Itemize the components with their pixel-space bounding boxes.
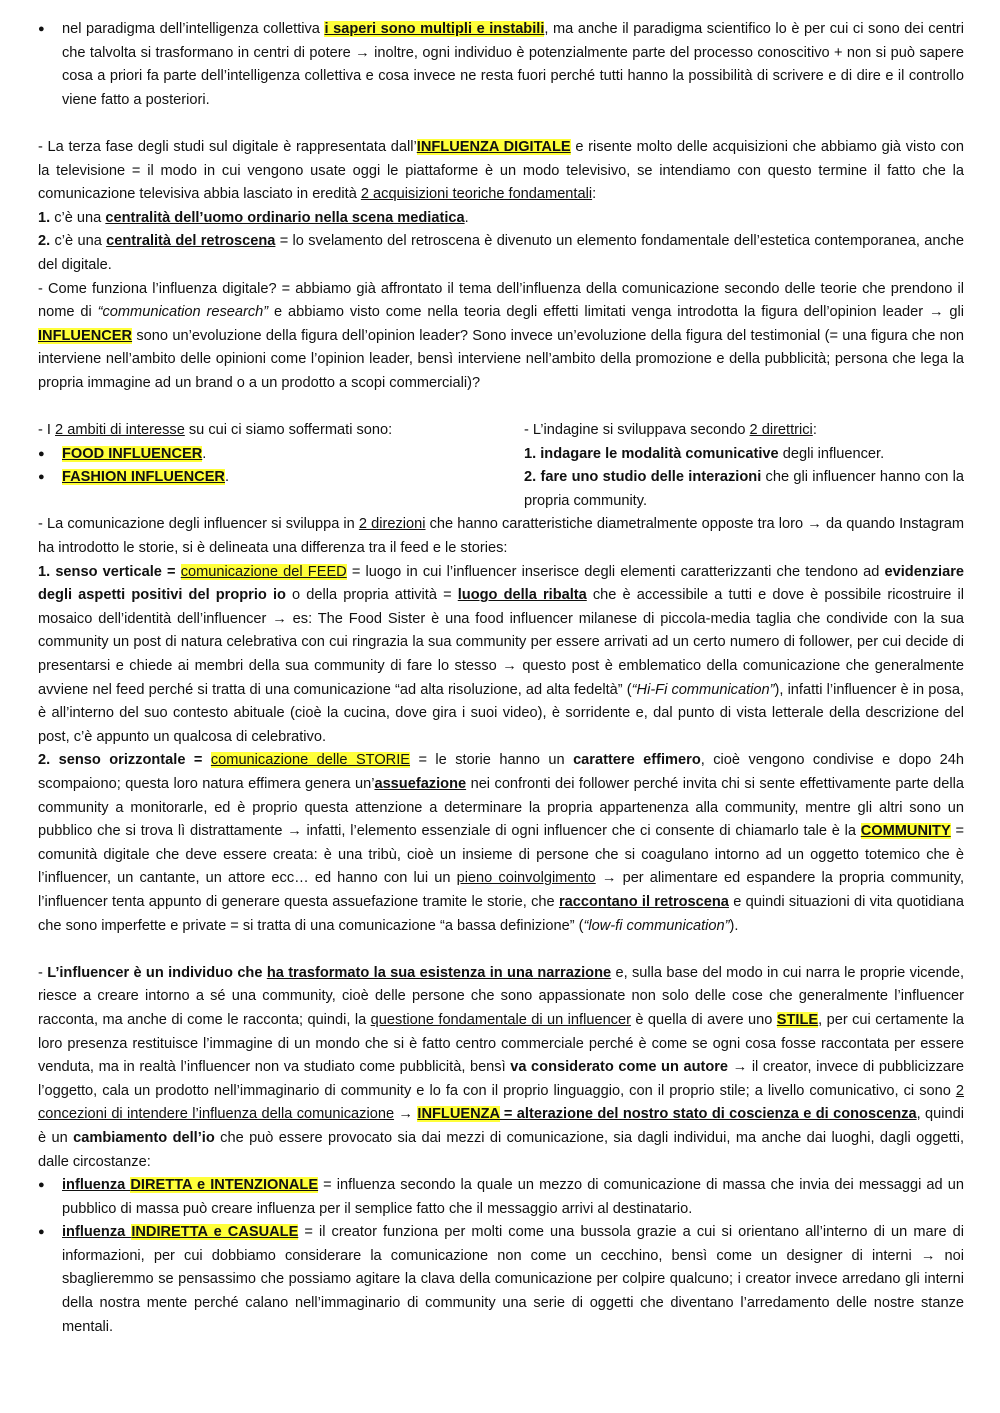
highlight-saperi: i saperi sono multipli e instabili — [324, 21, 545, 37]
column-direttrici — [524, 419, 964, 513]
highlight-stile: STILE — [776, 1011, 819, 1028]
two-column-section — [38, 419, 964, 513]
highlight-indiretta: INDIRETTA e CASUALE — [131, 1224, 299, 1241]
highlight-feed: comunicazione del FEED — [180, 563, 347, 580]
ambiti-intro: - I 2 ambiti di interesse su cui ci siamo soffermati sono: — [38, 422, 393, 439]
bullet-paradigma: ● nel paradigma dell’intelligenza collettiva i saperi sono multipli e instabili, ma anche il paradigma scientifico lo è per cui ci sono dei centri che talvolta si trasformano in centri di potere → inoltre, ogni individuo è potenzialmente parte del processo conoscitivo + non si può sapere cosa a priori fa parte dell’intelligenza collettiva e cosa invece ne resta fuori perché tutti hanno la possibilità di scrivere e di dire e il controllo viene fatto a posteriori. — [38, 18, 964, 112]
list-item-food: ● FOOD INFLUENCER. — [38, 443, 508, 467]
paragraph-come-funziona: - Come funziona l’influenza digitale? = abbiamo già affrontato il tema dell’influenza della comunicazione secondo delle teorie che prendono il nome di “communication research” e abbiamo visto come nella teoria degli effetti limitati venga introdotta la figura dell’opinion leader → gli INFLUENCER sono un’evoluzione della figura dell’opinion leader? Sono invece un’evoluzione della figura del testimonial (= una figura che non interviene nell’ambito delle opinioni come l’opinion leader, bensì interviene nell’ambito della promozione e della pubblicità; persona che lega la propria immagine ad un brand o a un prodotto a scopi commerciali)? — [38, 280, 965, 391]
acquisizione-1: 1. c’è una centralità dell’uomo ordinario nella scena mediatica. — [38, 209, 469, 226]
column-ambiti — [38, 419, 508, 513]
acquisizione-2: 2. c’è una centralità del retroscena = lo svelamento del retroscena è divenuto un elemento fondamentale dell’estetica contemporanea, anche del digitale. — [38, 233, 964, 273]
paragraph-comunicazione: - La comunicazione degli influencer si sviluppa in 2 direzioni che hanno caratteristiche diametralmente opposte tra loro → da quando Instagram ha introdotto le storie, si è delineata una differenza tra il feed e le stories: — [38, 516, 964, 557]
paragraph-senso-orizzontale: 2. senso orizzontale = comunicazione delle STORIE = le storie hanno un carattere effimero, cioè vengono condivise e dopo 24h scompaiono; questa loro natura effimera genera un’assuefazione nei confronti dei follower perché invita chi si sente effettivamente parte della community a monitorarle, ed è proprio questa attenzione a determinare la propria appartenenza alla community, mentre gli altri sono un pubblico che si trova lì distrattamente → infatti, l’elemento essenziale di ogni influencer che ci consente di chiamarlo tale è la COMMUNITY = comunità digitale che deve essere creata: è una tribù, cioè un insieme di persone che si coagulano intorno ad un oggetto totemico che è l’influencer, un cantante, un attore ecc… ed hanno con lui un pieno coinvolgimento → per alimentare ed espandere la propria community, l’influencer tenta appunto di generare questa assuefazione tramite le storie, che raccontano il retroscena e quindi situazioni di vita quotidiana che sono imperfette e private = si tratta di una comunicazione “a bassa definizione” (“low-fi communication”). — [38, 752, 964, 934]
bullet-influenza-diretta: ● influenza DIRETTA e INTENZIONALE = influenza secondo la quale un mezzo di comunicazione di massa che invia dei messaggi ad un pubblico di massa può creare influenza per il semplice fatto che il messaggio arrivi al destinatario. — [38, 1174, 964, 1221]
bullet-influenza-indiretta: ● influenza INDIRETTA e CASUALE = il creator funziona per molti come una bussola grazie a cui si orientano all’interno di un mare di informazioni, per cui dobbiamo considerare la comunicazione non come un cecchino, bensì come un designer di interni → noi sbaglieremmo se pensassimo che possiamo agitare la clava della comunicazione per colpire qualcuno; i creator invece arredano gli interni della nostra mente perché calano nell’immaginario di community una serie di oggetti che diventano l’arredamento delle nostre stanze mentali. — [38, 1221, 964, 1339]
highlight-diretta: DIRETTA e INTENZIONALE — [130, 1177, 319, 1194]
highlight-influencer: INFLUENCER — [38, 327, 133, 344]
highlight-community: COMMUNITY — [860, 823, 951, 840]
list-item-fashion: ● FASHION INFLUENCER. — [38, 466, 508, 490]
highlight-influenza-digitale: INFLUENZA DIGITALE — [416, 138, 571, 155]
paragraph-influencer-narrazione: - L’influencer è un individuo che ha trasformato la sua esistenza in una narrazione e, sulla base del modo in cui narra le proprie vicende, riesce a creare intorno a sé una community, cioè delle persone che sono appassionate non solo delle cose che generalmente l’influencer racconta, ma anche di come le racconta; quindi, la questione fondamentale di un influencer è quella di avere uno STILE, per cui certamente la loro presenza restituisce l’immagine di un mondo che si è fatto centro commerciale perché è come se ogni cosa fosse raccontata per essere venduta, ma in realtà l’influencer non va studiato come pubblicità, bensì va considerato come un autore → il creator, invece di pubblicizzare l’oggetto, cala un prodotto nell’immaginario di community e lo fa con il proprio linguaggio, con il proprio stile; a livello comunicativo, ci sono 2 concezioni di intendere l’influenza della comunicazione → INFLUENZA = alterazione del nostro stato di coscienza e di conoscenza, quindi è un cambiamento dell’io che può essere provocato sia dai mezzi di comunicazione, sia dagli individui, ma anche dai luoghi, dagli oggetti, dalle circostanze: — [38, 964, 965, 1170]
highlight-influenza: INFLUENZA — [417, 1106, 500, 1123]
direttrice-1: 1. indagare le modalità comunicative degli influencer. — [524, 445, 885, 462]
direttrice-2: 2. fare uno studio delle interazioni che gli influencer hanno con la propria community. — [524, 469, 964, 509]
paragraph-terza-fase: - La terza fase degli studi sul digitale è rappresentata dall’INFLUENZA DIGITALE e risente molto delle acquisizioni che abbiamo già visto con la televisione = il modo in cui vengono usate oggi le piattaforme è un modo televisivo, se intendiamo con questo termine il fatto che la comunicazione televisiva abbia lasciato in eredità 2 acquisizioni teoriche fondamentali: — [38, 138, 964, 203]
direttrici-intro: - L’indagine si sviluppava secondo 2 direttrici: — [524, 422, 817, 439]
highlight-storie: comunicazione delle STORIE — [210, 752, 411, 769]
paragraph-senso-verticale: 1. senso verticale = comunicazione del FEED = luogo in cui l’influencer inserisce degli elementi caratterizzanti che tendono ad evidenziare degli aspetti positivi del proprio io o della propria attività = luogo della ribalta che è accessibile a tutti e dove è possibile ricostruire il mosaico dell’identità dell’influencer → es: The Food Sister è una food influencer milanese di piccola-media taglia che condivide con la sua community un post di natura celebrativa con cui ringrazia la sua community per essere arrivati ad un certo numero di follower, per cui decide di presentarsi e chiede ai membri della sua community di fare lo stesso → questo post è emblematico della comunicazione che generalmente avviene nel feed perché si tratta di una comunicazione “ad alta risoluzione, ad alta fedeltà” (“Hi-Fi communication”), infatti l’influencer è in posa, è all’interno del suo contesto abituale (cioè la cucina, dove gira i suoi video), è sorridente e, dal punto di vista letterale della descrizione del post, c’è appunto un qualcosa di celebrativo. — [38, 563, 965, 745]
